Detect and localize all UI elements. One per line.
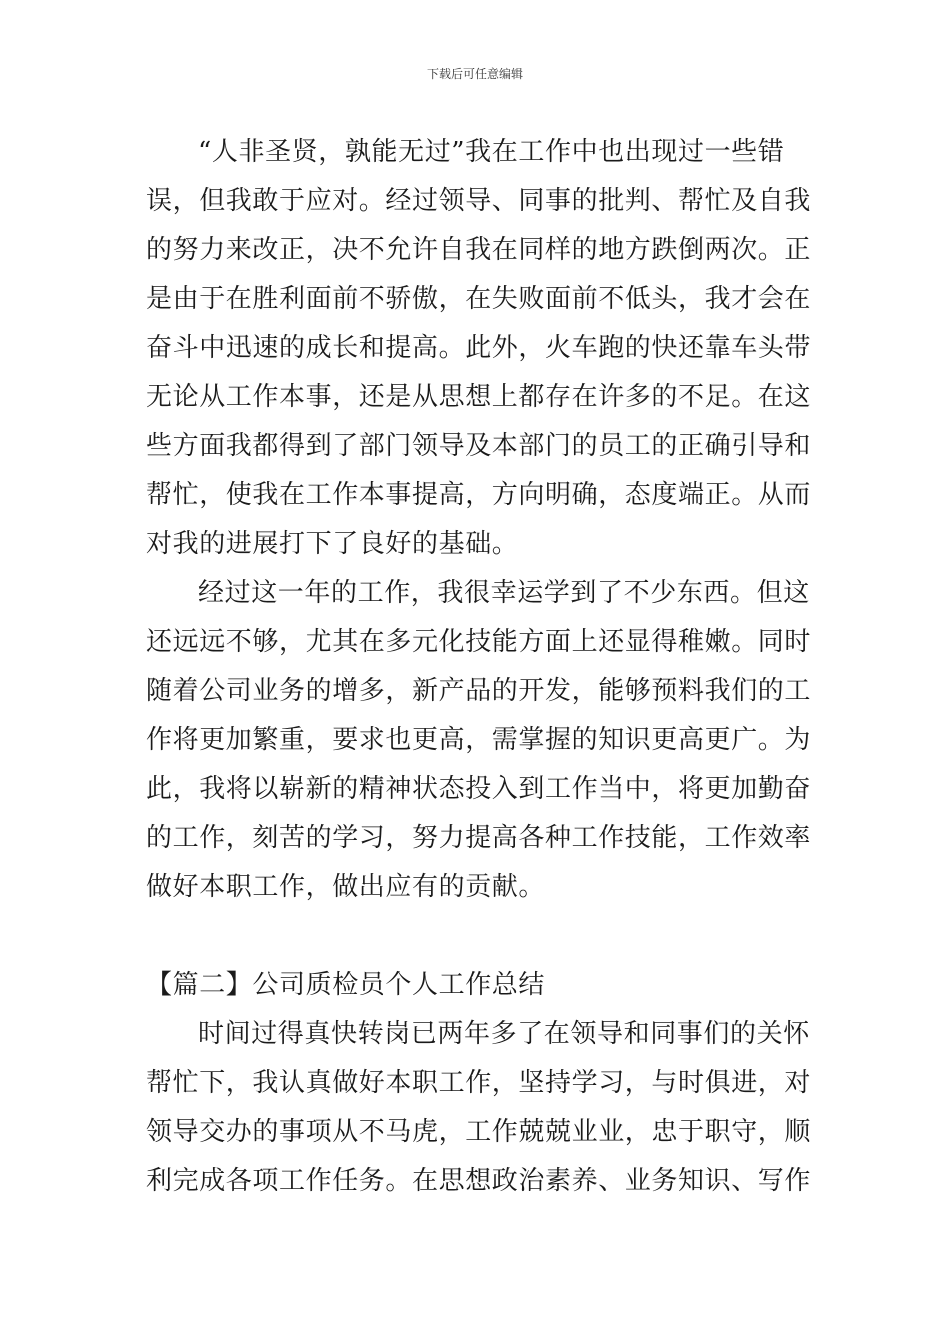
text-line: 还远远不够，尤其在多元化技能方面上还显得稚嫩。同时 xyxy=(146,627,812,657)
text-line: 帮忙下，我认真做好本职工作，坚持学习，与时俱进，对 xyxy=(146,1068,812,1098)
header-note: 下载后可任意编辑 xyxy=(426,67,523,81)
text-line: 作将更加繁重，要求也更高，需掌握的知识更高更广。为 xyxy=(146,725,812,755)
text-line: 无论从工作本事，还是从思想上都存在许多的不足。在这 xyxy=(146,382,812,412)
text-line: 此，我将以崭新的精神状态投入到工作当中，将更加勤奋 xyxy=(146,774,812,804)
text-line: 帮忙，使我在工作本事提高，方向明确，态度端正。从而 xyxy=(146,480,812,510)
text-line: 利完成各项工作任务。在思想政治素养、业务知识、写作 xyxy=(146,1166,812,1196)
text-line: 领导交办的事项从不马虎，工作兢兢业业，忠于职守，顺 xyxy=(146,1117,812,1147)
text-line: 的工作，刻苦的学习，努力提高各种工作技能，工作效率 xyxy=(146,823,812,853)
text-line: 些方面我都得到了部门领导及本部门的员工的正确引导和 xyxy=(146,431,812,461)
text-line: 做好本职工作，做出应有的贡献。 xyxy=(146,872,546,902)
text-line: 奋斗中迅速的成长和提高。此外，火车跑的快还靠车头带 xyxy=(146,333,812,363)
blank-line xyxy=(146,912,806,961)
section-heading: 【篇二】公司质检员个人工作总结 xyxy=(146,970,546,1000)
text-line: 随着公司业务的增多，新产品的开发，能够预料我们的工 xyxy=(146,676,812,706)
paragraph-group-two xyxy=(146,1010,812,1206)
text-line: 的努力来改正，决不允许自我在同样的地方跌倒两次。正 xyxy=(146,235,812,265)
text-line: 误，但我敢于应对。经过领导、同事的批判、帮忙及自我 xyxy=(146,186,812,216)
text-line: 经过这一年的工作，我很幸运学到了不少东西。但这 xyxy=(198,578,810,608)
paragraph-group-one xyxy=(146,128,812,912)
text-line: 对我的进展打下了良好的基础。 xyxy=(146,529,519,559)
text-line: 时间过得真快转岗已两年多了在领导和同事们的关怀 xyxy=(198,1019,810,1049)
text-line: “人非圣贤，孰能无过”我在工作中也出现过一些错 xyxy=(198,137,785,167)
text-line: 是由于在胜利面前不骄傲，在失败面前不低头，我才会在 xyxy=(146,284,812,314)
document-body xyxy=(146,128,812,1206)
